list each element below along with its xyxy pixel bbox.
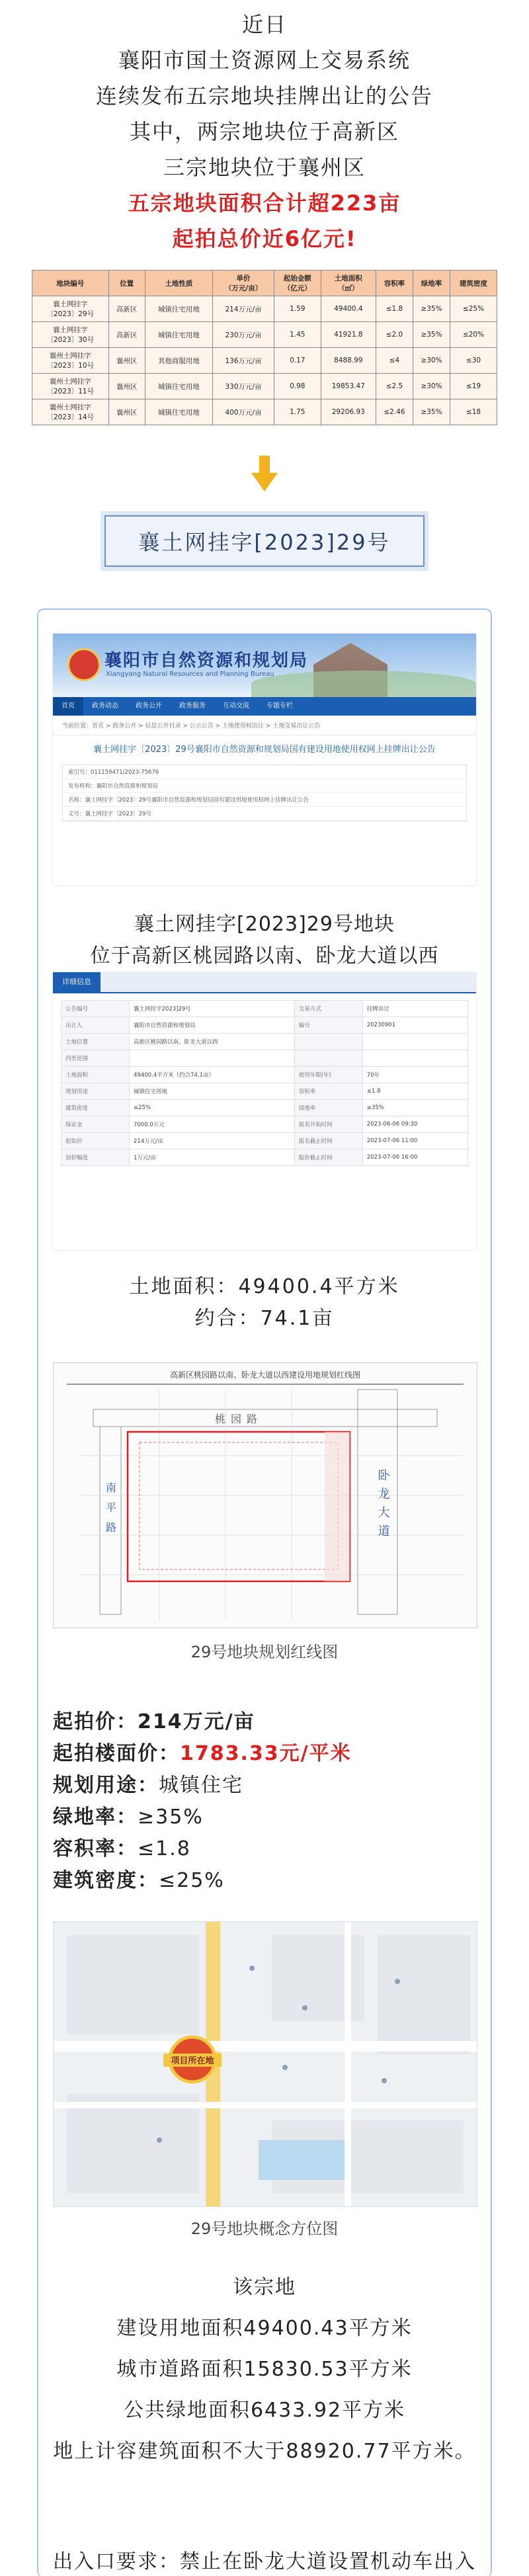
detail-value <box>362 1034 468 1050</box>
summary-cell: 400万元/亩 <box>213 399 274 425</box>
detail-value: 1万元/亩 <box>130 1149 295 1166</box>
summary-row <box>32 322 497 348</box>
meta-row: 名称：襄土网挂字〔2023〕29号襄阳市自然资源和规划局国有建设用地使用权网上挂牌出让公告 <box>63 793 466 807</box>
summary-cell: 0.17 <box>274 348 321 374</box>
detail-row <box>61 1149 468 1166</box>
summary-cell: 高新区 <box>108 322 145 348</box>
plot-heading: 襄土网挂字[2023]29号地块 <box>134 913 395 936</box>
road-label-west: 南平路 <box>104 1482 117 1542</box>
summary-cell: 襄州土网挂字 〔2023〕14号 <box>32 399 109 425</box>
bureau-logo-icon <box>67 648 101 681</box>
plot-info-line: 建设用地面积49400.43平方米 <box>116 2317 413 2340</box>
plot-info-line: 城市道路面积15830.53平方米 <box>116 2358 413 2381</box>
plot-info-line: 地上计容建筑面积不大于88920.77平方米。 <box>53 2440 476 2463</box>
summary-cell: 襄土网挂字 〔2023〕29号 <box>32 296 109 322</box>
site-meta-box <box>62 765 467 821</box>
detail-key: 起始价 <box>61 1133 130 1149</box>
intro-line: 近日 <box>241 12 287 37</box>
summary-cell: 214万元/亩 <box>213 296 274 322</box>
intro-block <box>0 0 529 257</box>
param-floor-price: 起拍楼面价：1783.33元/平米 <box>53 1742 352 1765</box>
summary-cell: 高新区 <box>108 296 145 322</box>
summary-cell: 襄州土网挂字 〔2023〕10号 <box>32 348 109 374</box>
col-header: 土地性质 <box>145 270 213 296</box>
plot-location: 位于高新区桃园路以南、卧龙大道以西 <box>90 944 439 968</box>
param-start-price: 起拍价：214万元/亩 <box>53 1710 255 1733</box>
nav-item[interactable]: 政务公开 <box>136 702 162 710</box>
summary-row <box>32 399 497 425</box>
summary-cell: ≤1.8 <box>376 296 413 322</box>
detail-row <box>61 1050 468 1067</box>
notice-title: 襄土网挂字[2023]29号 <box>138 530 391 555</box>
detail-key: 容积率 <box>294 1083 362 1100</box>
plot-info-line: 公共绿地面积6433.92平方米 <box>123 2399 406 2422</box>
detail-table-screenshot <box>53 972 476 1250</box>
detail-key: 保证金 <box>61 1116 130 1133</box>
nav-item[interactable]: 首页 <box>53 697 83 716</box>
summary-cell: ≤25% <box>450 296 497 322</box>
location-map-svg <box>54 1922 477 2206</box>
detail-row <box>61 1083 468 1100</box>
detail-value: 2023-06-06 09:30 <box>362 1116 468 1133</box>
nav-item[interactable]: 互动交流 <box>223 702 249 710</box>
col-header: 地块编号 <box>32 270 109 296</box>
col-header: 建筑密度 <box>450 270 497 296</box>
param-use: 规划用途：城镇住宅 <box>53 1774 243 1797</box>
location-map <box>53 1921 477 2207</box>
detail-row <box>61 1067 468 1083</box>
summary-cell: 0.98 <box>274 374 321 399</box>
summary-row <box>32 374 497 399</box>
detail-key: 出让人 <box>61 1017 130 1034</box>
detail-value: ≥35% <box>362 1100 468 1116</box>
exit-requirement: 出入口要求：禁止在卧龙大道设置机动车出入 <box>53 2550 476 2573</box>
col-header: 起始金额 （亿元） <box>274 270 321 296</box>
detail-key: 建筑密度 <box>61 1100 130 1116</box>
summary-cell: 襄州区 <box>108 348 145 374</box>
summary-cell: ≤19 <box>450 374 497 399</box>
summary-cell: 1.75 <box>274 399 321 425</box>
nav-item[interactable]: 政务动态 <box>92 702 118 710</box>
col-header: 位置 <box>108 270 145 296</box>
detail-value: 7000.0万元 <box>130 1116 295 1133</box>
summary-cell: 城镇住宅用地 <box>145 322 213 348</box>
summary-cell: 城镇住宅用地 <box>145 399 213 425</box>
detail-key: 报名截止时间 <box>294 1133 362 1149</box>
intro-line: 其中，两宗地块位于高新区 <box>129 119 399 144</box>
detail-value: ≤25% <box>130 1100 295 1116</box>
site-banner <box>53 634 476 697</box>
summary-cell: 城镇住宅用地 <box>145 296 213 322</box>
detail-key: 四至范围 <box>61 1050 130 1067</box>
detail-value: 城镇住宅用地 <box>130 1083 295 1100</box>
detail-value: 2023-07-06 11:00 <box>362 1133 468 1149</box>
summary-cell: 230万元/亩 <box>213 322 274 348</box>
summary-cell: ≥35% <box>413 322 450 348</box>
notice-title-card <box>104 515 425 567</box>
project-marker-label: 项目所在地 <box>171 2056 214 2066</box>
detail-row <box>61 1100 468 1116</box>
plan-caption: 29号地块规划红线图 <box>190 1643 339 1661</box>
highlight-area: 五宗地块面积合计超223亩 <box>128 190 401 216</box>
highlight-price: 起拍总价近6亿元! <box>172 226 357 251</box>
detail-key: 土地位置 <box>61 1034 130 1050</box>
detail-key: 编号 <box>294 1017 362 1034</box>
summary-cell: 8488.99 <box>321 348 376 374</box>
summary-cell: 襄土网挂字 〔2023〕30号 <box>32 322 109 348</box>
road-label-east: 卧龙大道 <box>376 1469 390 1543</box>
col-header: 绿地率 <box>413 270 450 296</box>
detail-key <box>294 1050 362 1067</box>
summary-cell: ≤2.0 <box>376 322 413 348</box>
plot-info-line: 该宗地 <box>233 2276 296 2299</box>
detail-bar <box>53 972 476 993</box>
site-notice-title[interactable]: 襄土网挂字〔2023〕29号襄阳市自然资源和规划局国有建设用地使用权网上挂牌出让公告 <box>93 745 436 755</box>
detail-key: 使用年限(年) <box>294 1067 362 1083</box>
detail-value: 49400.4平方米（约合74.1亩） <box>130 1067 295 1083</box>
road-label-north: 桃园路 <box>214 1413 263 1425</box>
summary-cell: 城镇住宅用地 <box>145 374 213 399</box>
param-far: 容积率：≤1.8 <box>53 1837 191 1860</box>
nav-item[interactable]: 专题专栏 <box>266 702 293 710</box>
param-green: 绿地率：≥35% <box>53 1806 204 1829</box>
detail-key <box>294 1034 362 1050</box>
meta-row: 发布机构：襄阳市自然资源和规划局 <box>63 779 466 793</box>
intro-line: 三宗地块位于襄州区 <box>163 155 366 180</box>
summary-cell: 襄州土网挂字 〔2023〕11号 <box>32 374 109 399</box>
detail-key: 规划用途 <box>61 1083 130 1100</box>
summary-cell: 1.59 <box>274 296 321 322</box>
detail-value: 高新区桃园路以南、卧龙大道以西 <box>130 1034 295 1050</box>
detail-bar-label: 详细信息 <box>53 972 101 992</box>
summary-cell: 49400.4 <box>321 296 376 322</box>
summary-header-row <box>32 270 497 296</box>
detail-value: 挂牌出让 <box>362 1001 468 1017</box>
summary-cell: ≥35% <box>413 296 450 322</box>
detail-key: 绿地率 <box>294 1100 362 1116</box>
intro-line: 连续发布五宗地块挂牌出让的公告 <box>95 83 433 108</box>
summary-cell: 29206.93 <box>321 399 376 425</box>
detail-value: ≤1.8 <box>362 1083 468 1100</box>
detail-key: 土地面积 <box>61 1067 130 1083</box>
detail-key: 公告编号 <box>61 1001 130 1017</box>
summary-cell: 41921.8 <box>321 322 376 348</box>
detail-key: 交易方式 <box>294 1001 362 1017</box>
plan-svg <box>54 1363 477 1628</box>
detail-table <box>61 1000 468 1166</box>
site-english-name: Xiangyang Natural Resources and Planning Bureau <box>106 671 274 678</box>
meta-row: 索引号：011159471/2023-75676 <box>63 765 466 779</box>
nav-item[interactable]: 政务服务 <box>179 702 206 710</box>
plan-title: 高新区桃园路以南、卧龙大道以西建设用地规划红线图 <box>169 1370 361 1380</box>
col-header: 容积率 <box>376 270 413 296</box>
intro-line: 襄阳市国土资源网上交易系统 <box>118 48 411 73</box>
summary-cell: 330万元/亩 <box>213 374 274 399</box>
detail-value <box>362 1050 468 1067</box>
detail-key: 加价幅度 <box>61 1149 130 1166</box>
summary-cell: 136万元/亩 <box>213 348 274 374</box>
summary-cell: 其他商服用地 <box>145 348 213 374</box>
summary-cell: 19853.47 <box>321 374 376 399</box>
summary-row <box>32 348 497 374</box>
site-name: 襄阳市自然资源和规划局 <box>104 651 309 671</box>
summary-cell: ≥30% <box>413 348 450 374</box>
summary-cell: ≤30 <box>450 348 497 374</box>
detail-value: 2023-07-06 16:00 <box>362 1149 468 1166</box>
location-caption: 29号地块概念方位图 <box>190 2220 339 2238</box>
detail-value: 襄土网挂字2023]29号 <box>130 1001 295 1017</box>
meta-row: 文号：襄土网挂字〔2023〕29号 <box>63 807 466 821</box>
detail-row <box>61 1001 468 1017</box>
summary-cell: ≤2.46 <box>376 399 413 425</box>
detail-value: 20230901 <box>362 1017 468 1034</box>
summary-cell: ≤2.5 <box>376 374 413 399</box>
detail-row <box>61 1017 468 1034</box>
summary-table <box>32 270 497 425</box>
banner-hill <box>251 671 476 697</box>
gov-site-screenshot <box>53 634 476 885</box>
summary-cell: ≤18 <box>450 399 497 425</box>
detail-row <box>61 1133 468 1149</box>
col-header: 土地面积 （㎡） <box>321 270 376 296</box>
down-arrow-icon <box>0 456 529 495</box>
detail-value: 214万元/亩 <box>130 1133 295 1149</box>
detail-value: 襄阳市自然资源和规划局 <box>130 1017 295 1034</box>
params-block <box>53 1706 352 1897</box>
summary-cell: 襄州区 <box>108 399 145 425</box>
summary-cell: ≤4 <box>376 348 413 374</box>
detail-key: 报名开始时间 <box>294 1116 362 1133</box>
summary-cell: 襄州区 <box>108 374 145 399</box>
land-area: 土地面积：49400.4平方米 <box>129 1275 400 1298</box>
summary-cell: ≥30% <box>413 374 450 399</box>
summary-cell: ≤20% <box>450 322 497 348</box>
red-line-plan-map <box>53 1362 477 1628</box>
summary-row <box>32 296 497 322</box>
detail-value <box>130 1050 295 1067</box>
detail-row <box>61 1116 468 1133</box>
land-mu: 约合：74.1亩 <box>194 1307 335 1330</box>
detail-value: 70年 <box>362 1067 468 1083</box>
param-density: 建筑密度：≤25% <box>53 1869 225 1892</box>
summary-cell: 1.45 <box>274 322 321 348</box>
detail-key: 报价截止时间 <box>294 1149 362 1166</box>
breadcrumb: 当前位置：首页 > 政务公开 > 信息公开目录 > 公示公告 > 土地使用权出让 > 土地交易出让公告 <box>53 716 476 735</box>
col-header: 单价 （万元/亩） <box>213 270 274 296</box>
summary-cell: ≥35% <box>413 399 450 425</box>
site-nav <box>53 697 476 716</box>
detail-row <box>61 1034 468 1050</box>
